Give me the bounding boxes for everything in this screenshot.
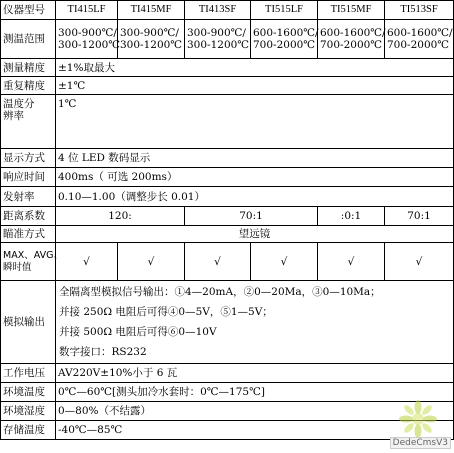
check-mark: √ (318, 243, 385, 281)
range-cell: 600-1600℃/ 700-2000℃ (385, 20, 454, 59)
header-row (1, 1, 454, 20)
watermark-text: DedeCmsV3 (390, 437, 451, 449)
display-value: 4 位 LED 数码显示 (56, 149, 454, 168)
response-label: 响应时间 (1, 168, 56, 187)
range-cell: 600-1600℃/ 700-2000℃ (251, 20, 318, 59)
voltage-label: 工作电压 (1, 364, 56, 383)
aiming-value: 望远镜 (56, 226, 454, 243)
resolution-row (1, 95, 454, 149)
model-cell: TI413SF (185, 1, 251, 20)
aiming-row (1, 226, 454, 243)
distance-cell: 120: (56, 207, 185, 226)
storage-row (1, 421, 454, 440)
check-mark: √ (118, 243, 185, 281)
analog-value (56, 281, 454, 364)
env-temp-row (1, 383, 454, 402)
storage-value: -40℃—85℃ (56, 421, 454, 440)
range-cell: 600-1600℃/ 700-2000℃ (318, 20, 385, 59)
voltage-row (1, 364, 454, 383)
analog-label: 模拟输出 (1, 281, 56, 364)
check-mark: √ (185, 243, 251, 281)
model-cell: TI515LF (251, 1, 318, 20)
check-mark: √ (56, 243, 118, 281)
env-humidity-label: 环境湿度 (1, 402, 56, 421)
resolution-value: 1℃ (56, 95, 454, 149)
voltage-value: AV220V±10%小于 6 瓦 (56, 364, 454, 383)
display-label: 显示方式 (1, 149, 56, 168)
distance-row (1, 207, 454, 226)
response-value: 400ms（ 可选 200ms） (56, 168, 454, 187)
range-cell: 300-900℃/ 300-1200℃ (118, 20, 185, 59)
max-avg-row (1, 243, 454, 281)
header-label: 仪器型号 (1, 1, 56, 20)
analog-line: 全隔离型模拟信号输出：①4—20mA，②0—20Ma，③0—10Ma； (59, 286, 381, 298)
accuracy-label: 测量精度 (1, 59, 56, 77)
emissivity-row (1, 187, 454, 207)
check-mark: √ (385, 243, 454, 281)
model-cell: TI513SF (385, 1, 454, 20)
max-avg-label: MAX、AVG、 瞬时值 (1, 243, 56, 281)
range-row (1, 20, 454, 59)
accuracy-row (1, 59, 454, 77)
env-temp-value: 0℃—60℃[测头加冷水套时：0℃—175℃] (56, 383, 454, 402)
env-humidity-value: 0—80%（不结露） (56, 402, 454, 421)
model-cell: TI415MF (118, 1, 185, 20)
range-label: 测温范围 (1, 20, 56, 59)
repeatability-row (1, 77, 454, 95)
resolution-label: 温度分 辨率 (1, 95, 56, 149)
check-mark: √ (251, 243, 318, 281)
range-cell: 300-900℃/ 300-1200℃ (56, 20, 118, 59)
distance-cell: 70:1 (185, 207, 318, 226)
analog-line: 并接 250Ω 电阻后可得④0—5V，⑤1—5V； (59, 306, 273, 318)
model-cell: TI515MF (318, 1, 385, 20)
analog-line: 并接 500Ω 电阻后可得⑥0—10V (59, 326, 217, 338)
env-humidity-row (1, 402, 454, 421)
storage-label: 存储温度 (1, 421, 56, 440)
distance-cell: 70:1 (385, 207, 454, 226)
repeatability-label: 重复精度 (1, 77, 56, 95)
response-row (1, 168, 454, 187)
range-cell: 300-900℃/ 300-1200℃ (185, 20, 251, 59)
aiming-label: 瞄准方式 (1, 226, 56, 243)
env-temp-label: 环境温度 (1, 383, 56, 402)
display-row (1, 149, 454, 168)
accuracy-value: ±1%取最大 (56, 59, 454, 77)
repeatability-value: ±1℃ (56, 77, 454, 95)
distance-label: 距离系数 (1, 207, 56, 226)
emissivity-label: 发射率 (1, 187, 56, 207)
distance-cell: :0:1 (318, 207, 385, 226)
emissivity-value: 0.10—1.00（调整步长 0.01） (56, 187, 454, 207)
analog-line: 数字接口：RS232 (59, 346, 147, 358)
analog-row (1, 281, 454, 364)
model-cell: TI415LF (56, 1, 118, 20)
